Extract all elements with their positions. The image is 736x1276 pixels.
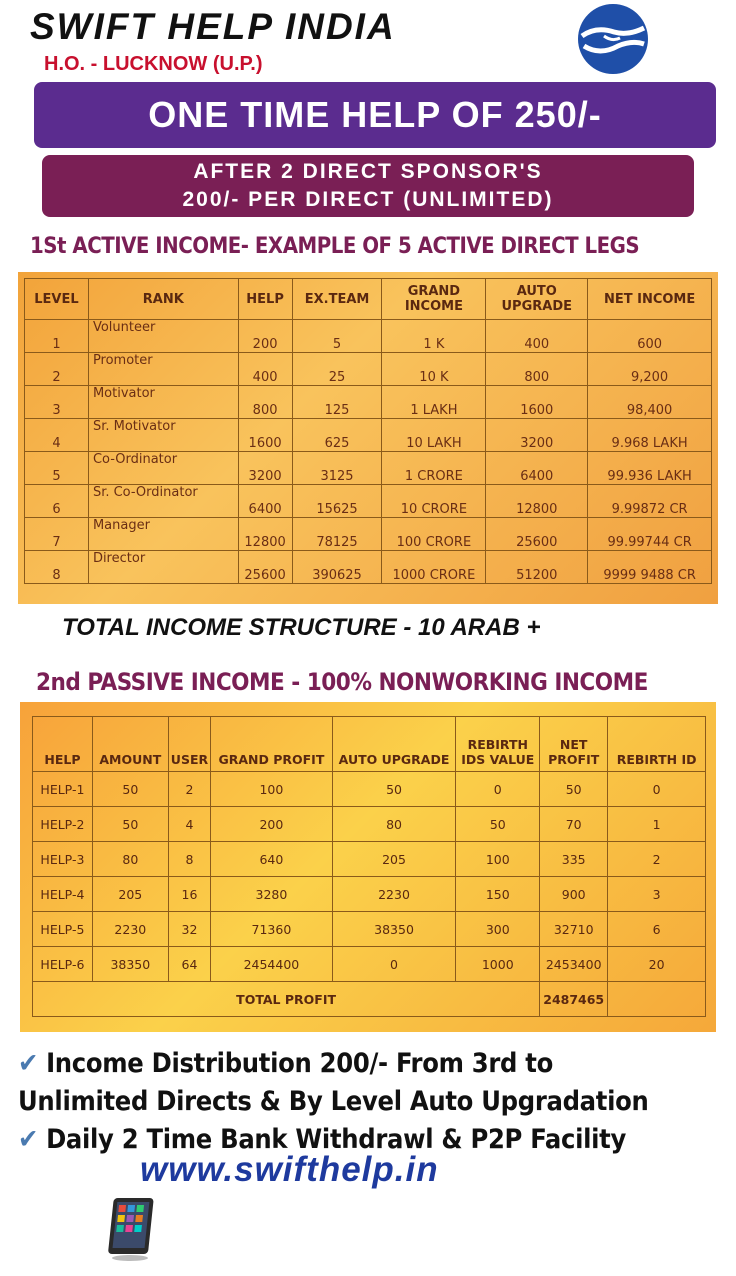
table-cell: 6400 [238, 485, 292, 518]
column-header: GRAND INCOME [382, 279, 486, 320]
table-cell: 2454400 [211, 947, 333, 982]
table-row [25, 551, 712, 584]
table-cell: 50 [332, 772, 456, 807]
table-cell: 50 [456, 807, 540, 842]
table-cell: 3125 [292, 452, 382, 485]
table-cell: 99.99744 CR [588, 518, 712, 551]
table-cell: 3 [608, 877, 706, 912]
table-cell: 2 [608, 842, 706, 877]
table-cell: Sr. Motivator [88, 419, 238, 452]
table-cell: 71360 [211, 912, 333, 947]
table-cell: HELP-1 [33, 772, 93, 807]
table-header-row [25, 279, 712, 320]
table-cell: 4 [25, 419, 89, 452]
table-cell: 7 [25, 518, 89, 551]
total-profit-row [33, 982, 706, 1017]
table-cell: 300 [456, 912, 540, 947]
active-income-table [24, 278, 712, 584]
table-cell: 4 [168, 807, 210, 842]
table-cell: 0 [608, 772, 706, 807]
table-cell: 2 [25, 353, 89, 386]
table-cell: 100 [456, 842, 540, 877]
check-mark-icon: ✔ [18, 1048, 39, 1079]
table-cell: 38350 [92, 947, 168, 982]
table-cell: 1 K [382, 320, 486, 353]
table-cell: 10 LAKH [382, 419, 486, 452]
table-cell: Volunteer [88, 320, 238, 353]
table-cell: 9.99872 CR [588, 485, 712, 518]
table-row [25, 419, 712, 452]
table-cell: 1 [25, 320, 89, 353]
column-header: AMOUNT [92, 717, 168, 772]
table-cell: 38350 [332, 912, 456, 947]
passive-income-panel [20, 702, 716, 1032]
table-cell: 1 [608, 807, 706, 842]
table-cell: 70 [540, 807, 608, 842]
table-cell: 800 [238, 386, 292, 419]
table-cell: 80 [332, 807, 456, 842]
table-cell: Director [88, 551, 238, 584]
table-cell: 400 [238, 353, 292, 386]
column-header: AUTO UPGRADE [332, 717, 456, 772]
table-cell: 205 [92, 877, 168, 912]
table-cell: 2230 [332, 877, 456, 912]
table-cell [608, 982, 706, 1017]
direct-sponsor-banner [42, 155, 694, 217]
table-row [25, 485, 712, 518]
feature-item [18, 1045, 649, 1083]
active-income-panel [18, 272, 718, 604]
column-header: HELP [33, 717, 93, 772]
table-cell: 1 CRORE [382, 452, 486, 485]
column-header: GRAND PROFIT [211, 717, 333, 772]
banner-line-1: AFTER 2 DIRECT SPONSOR'S [193, 160, 543, 183]
feature-text: Unlimited Directs & By Level Auto Upgradation [18, 1086, 649, 1117]
table-cell: 51200 [486, 551, 588, 584]
table-cell: 25 [292, 353, 382, 386]
table-row [25, 518, 712, 551]
feature-text: Income Distribution 200/- From 3rd to [46, 1048, 553, 1079]
table-cell: 3200 [238, 452, 292, 485]
active-income-heading: 1St ACTIVE INCOME- EXAMPLE OF 5 ACTIVE DIRECT LEGS [30, 234, 640, 259]
table-cell: 1000 [456, 947, 540, 982]
table-cell: 6 [25, 485, 89, 518]
table-cell: 12800 [486, 485, 588, 518]
head-office-subtitle: H.O. - LUCKNOW (U.P.) [44, 53, 263, 75]
table-cell: 150 [456, 877, 540, 912]
table-cell: 32 [168, 912, 210, 947]
table-cell: 1 LAKH [382, 386, 486, 419]
table-cell: HELP-3 [33, 842, 93, 877]
column-header: USER [168, 717, 210, 772]
table-cell: 25600 [486, 518, 588, 551]
table-cell: 125 [292, 386, 382, 419]
table-cell: 0 [332, 947, 456, 982]
table-cell: 400 [486, 320, 588, 353]
table-cell: 64 [168, 947, 210, 982]
table-cell: HELP-5 [33, 912, 93, 947]
table-row [33, 947, 706, 982]
table-cell: 3280 [211, 877, 333, 912]
table-cell: 9,200 [588, 353, 712, 386]
table-row [33, 912, 706, 947]
table-row [33, 772, 706, 807]
table-cell: 800 [486, 353, 588, 386]
column-header: LEVEL [25, 279, 89, 320]
column-header: REBIRTH ID [608, 717, 706, 772]
table-cell: 2453400 [540, 947, 608, 982]
table-cell: 16 [168, 877, 210, 912]
total-profit-label: TOTAL PROFIT [33, 982, 540, 1017]
column-header: RANK [88, 279, 238, 320]
table-cell: 6400 [486, 452, 588, 485]
passive-income-table [32, 716, 706, 1017]
table-cell: 600 [588, 320, 712, 353]
table-cell: 50 [92, 807, 168, 842]
website-link[interactable]: www.swifthelp.in [140, 1150, 439, 1189]
table-cell: 98,400 [588, 386, 712, 419]
column-header: NET PROFIT [540, 717, 608, 772]
check-mark-icon: ✔ [18, 1124, 39, 1155]
table-cell: 8 [25, 551, 89, 584]
table-cell: 10 K [382, 353, 486, 386]
table-cell: 99.936 LAKH [588, 452, 712, 485]
feature-list [18, 1045, 649, 1159]
table-cell: 15625 [292, 485, 382, 518]
table-row [33, 842, 706, 877]
table-cell: Sr. Co-Ordinator [88, 485, 238, 518]
column-header: NET INCOME [588, 279, 712, 320]
table-cell: 9.968 LAKH [588, 419, 712, 452]
table-cell: Manager [88, 518, 238, 551]
table-cell: 5 [25, 452, 89, 485]
table-cell: 200 [238, 320, 292, 353]
one-time-help-banner: ONE TIME HELP OF 250/- [34, 82, 716, 148]
table-row [25, 353, 712, 386]
table-header-row [33, 717, 706, 772]
table-cell: 100 [211, 772, 333, 807]
table-cell: 100 CRORE [382, 518, 486, 551]
passive-income-heading: 2nd PASSIVE INCOME - 100% NONWORKING INCOME [36, 668, 648, 696]
table-cell: 2 [168, 772, 210, 807]
table-row [25, 452, 712, 485]
table-cell: 9999 9488 CR [588, 551, 712, 584]
table-cell: 200 [211, 807, 333, 842]
table-cell: 1600 [486, 386, 588, 419]
table-cell: 32710 [540, 912, 608, 947]
column-header: REBIRTH IDS VALUE [456, 717, 540, 772]
column-header: HELP [238, 279, 292, 320]
table-cell: 335 [540, 842, 608, 877]
table-cell: 3200 [486, 419, 588, 452]
table-row [25, 320, 712, 353]
total-profit-value: 2487465 [540, 982, 608, 1017]
table-cell: 10 CRORE [382, 485, 486, 518]
table-cell: Motivator [88, 386, 238, 419]
table-cell: 3 [25, 386, 89, 419]
table-cell: 80 [92, 842, 168, 877]
table-cell: 50 [92, 772, 168, 807]
feature-text: Daily 2 Time Bank Withdrawl & P2P Facility [46, 1124, 627, 1155]
table-cell: 20 [608, 947, 706, 982]
table-cell: 25600 [238, 551, 292, 584]
table-cell: HELP-2 [33, 807, 93, 842]
table-cell: 8 [168, 842, 210, 877]
table-cell: 12800 [238, 518, 292, 551]
table-cell: 1600 [238, 419, 292, 452]
total-income-structure: TOTAL INCOME STRUCTURE - 10 ARAB + [62, 614, 541, 641]
table-row [33, 807, 706, 842]
table-cell: 625 [292, 419, 382, 452]
table-cell: HELP-6 [33, 947, 93, 982]
table-cell: 640 [211, 842, 333, 877]
table-cell: 900 [540, 877, 608, 912]
table-cell: 205 [332, 842, 456, 877]
column-header: EX.TEAM [292, 279, 382, 320]
brand-title: SWIFT HELP INDIA [30, 6, 396, 47]
table-cell: HELP-4 [33, 877, 93, 912]
table-cell: Co-Ordinator [88, 452, 238, 485]
table-cell: 78125 [292, 518, 382, 551]
table-cell: 390625 [292, 551, 382, 584]
table-cell: 2230 [92, 912, 168, 947]
feature-item [18, 1083, 649, 1121]
banner-line-2: 200/- PER DIRECT (UNLIMITED) [182, 188, 554, 211]
handshake-logo-icon [574, 2, 652, 76]
table-cell: 50 [540, 772, 608, 807]
column-header: AUTO UPGRADE [486, 279, 588, 320]
table-cell: Promoter [88, 353, 238, 386]
table-cell: 0 [456, 772, 540, 807]
table-cell: 5 [292, 320, 382, 353]
table-cell: 6 [608, 912, 706, 947]
table-cell: 1000 CRORE [382, 551, 486, 584]
table-row [25, 386, 712, 419]
table-row [33, 877, 706, 912]
tablet-device-icon [104, 1196, 160, 1262]
